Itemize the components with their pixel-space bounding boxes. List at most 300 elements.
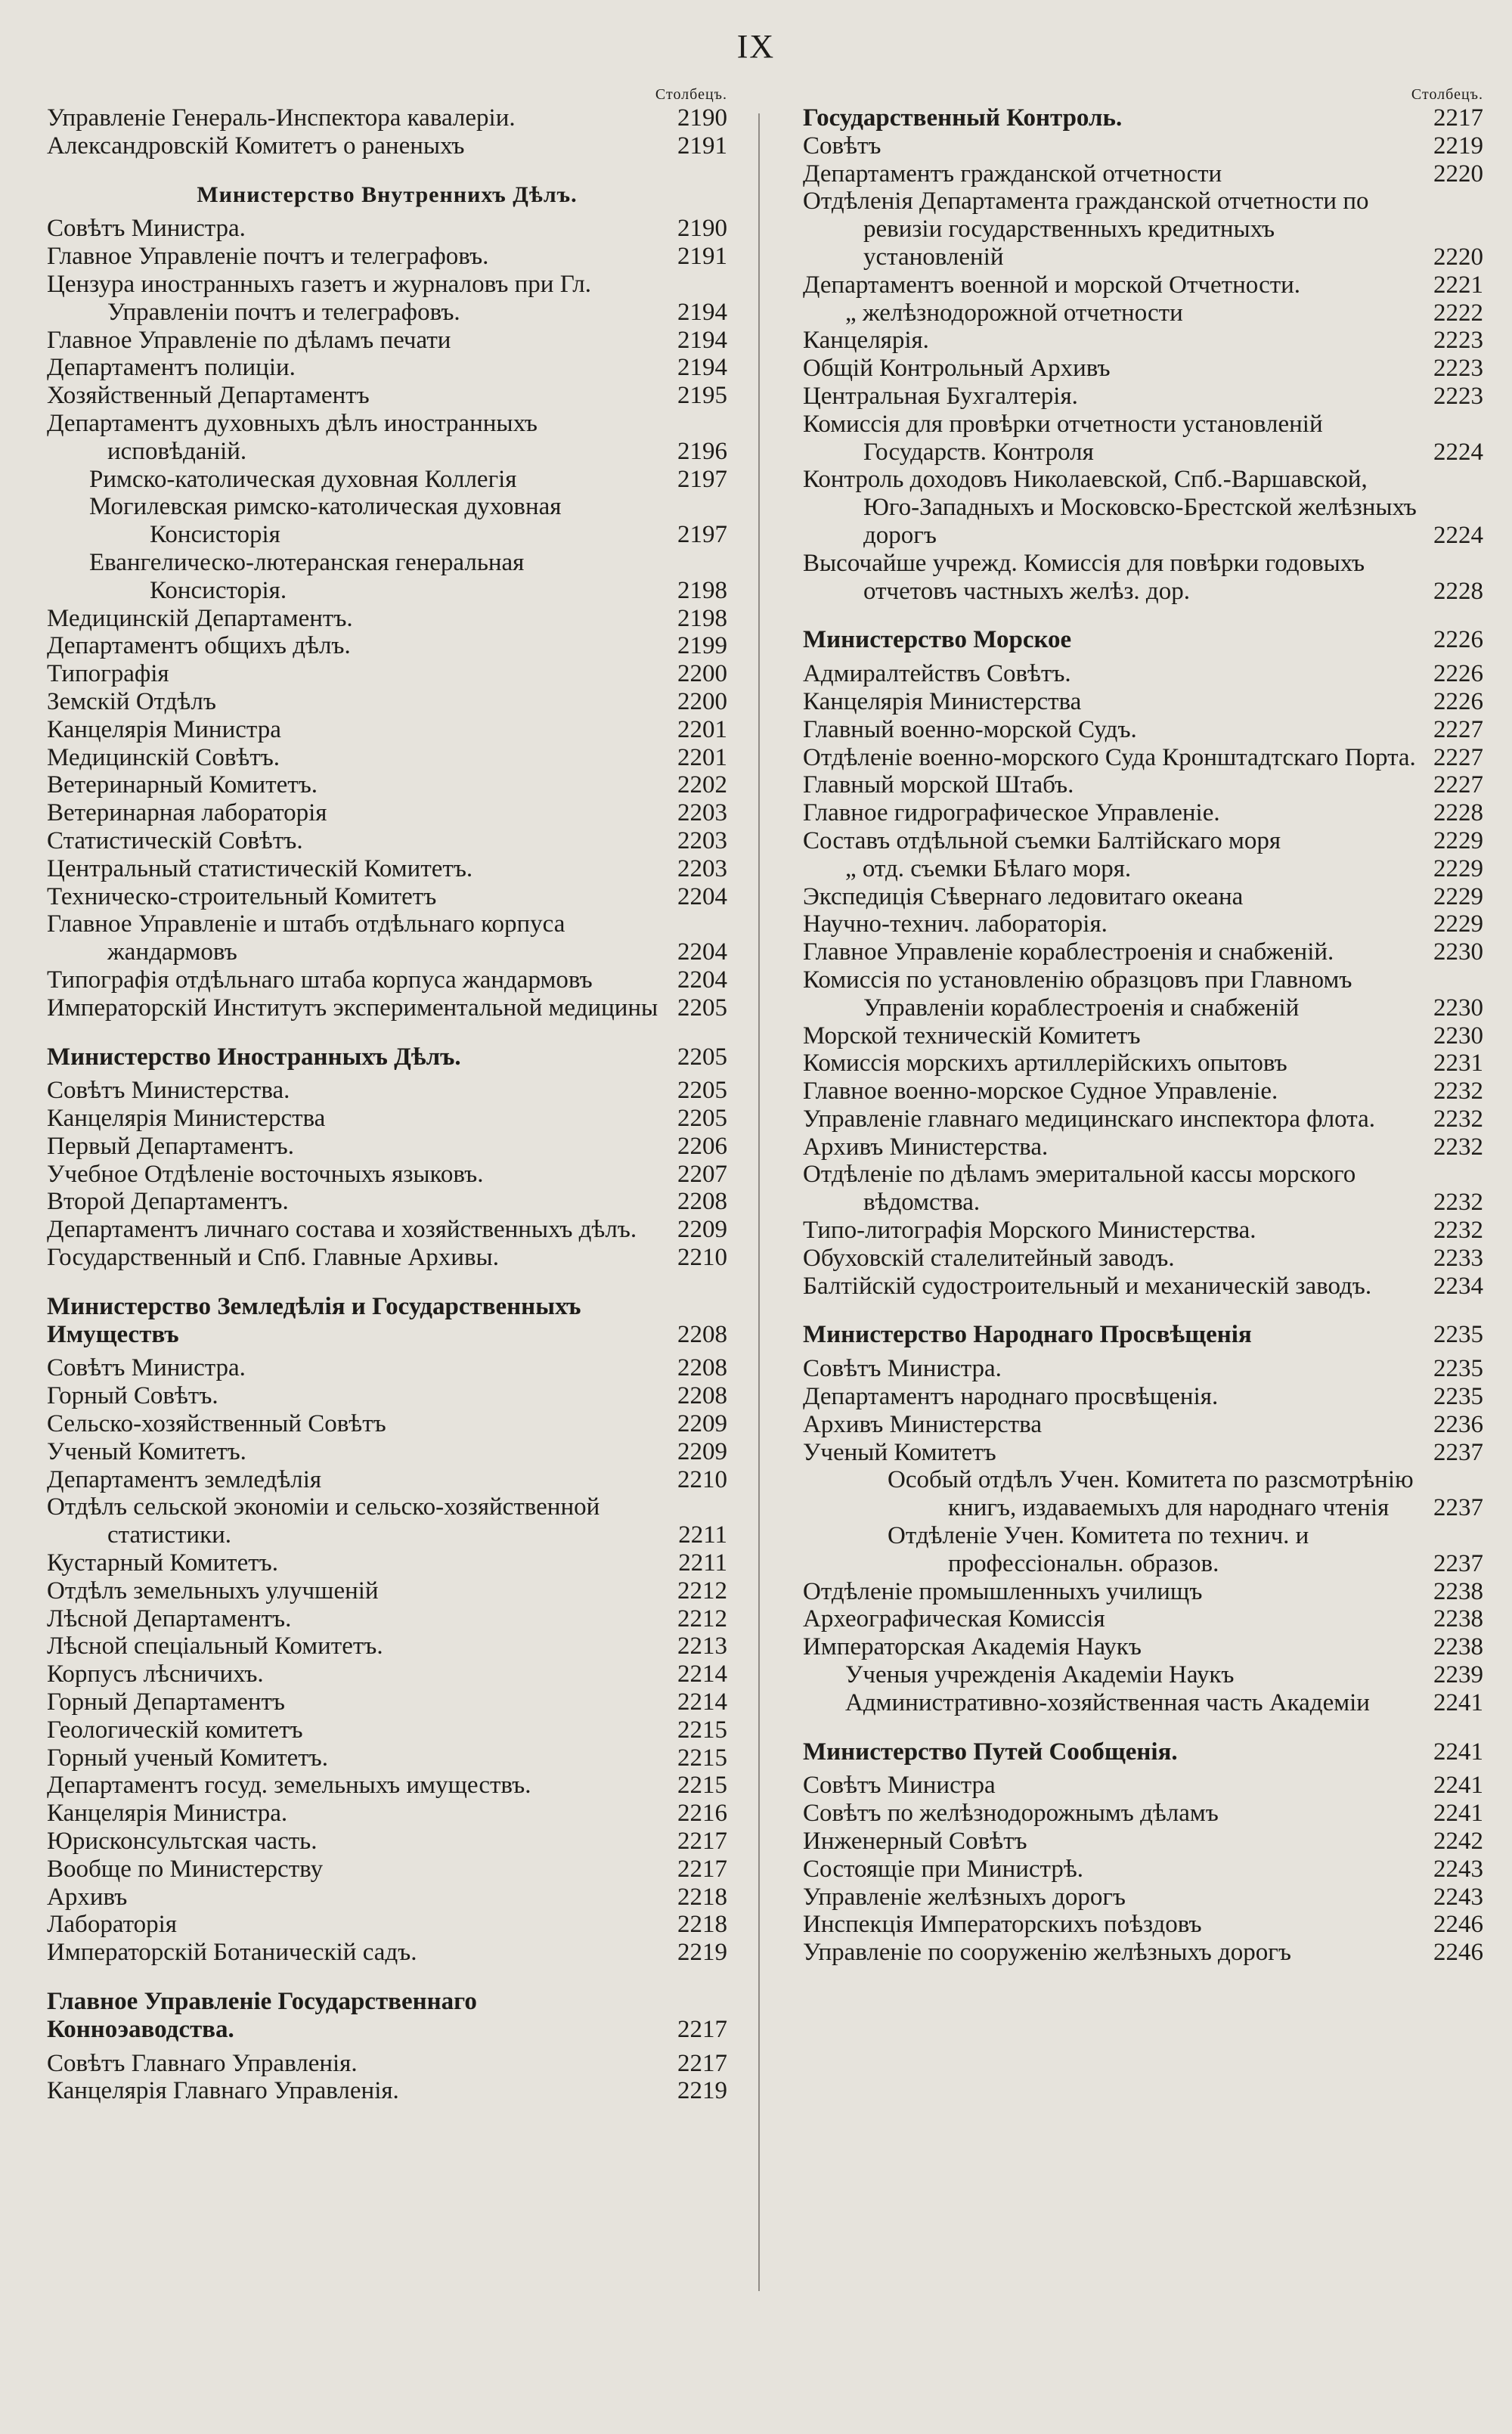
column-number: 2209 (677, 1216, 727, 1244)
entry-title: Комиссія морскихъ артиллерійскихъ опытовъ (803, 1050, 1287, 1077)
toc-entry (803, 1439, 1483, 1467)
column-number: 2209 (677, 1410, 727, 1438)
entry-title: Экспедиція Сѣвернаго ледовитаго океана (803, 882, 1244, 910)
column-number: 2223 (1433, 327, 1483, 355)
entry-title: Горный Совѣтъ. (47, 1382, 218, 1410)
column-number: 2215 (677, 1772, 727, 1800)
column-number: 2232 (1433, 1077, 1483, 1105)
entry-title: Первый Департаментъ. (47, 1132, 294, 1160)
entry-title: Совѣтъ Министерства. (47, 1077, 290, 1105)
toc-entry (803, 771, 1483, 799)
entry-title: Научно-технич. лабораторія. (803, 910, 1108, 938)
column-number: 2243 (1433, 1855, 1483, 1883)
toc-entry (47, 1410, 727, 1438)
column-number: 2203 (677, 799, 727, 827)
toc-entry (47, 994, 727, 1022)
toc-entry (47, 799, 727, 827)
entry-title: Могилевская римско-католическая духовная Консисторія (89, 493, 562, 549)
entry-title: Канцелярія Главнаго Управленія. (47, 2077, 399, 2105)
entry-title: Министерство Иностранныхъ Дѣлъ. (47, 1043, 461, 1071)
entry-title: Совѣтъ Министра (803, 1772, 996, 1800)
toc-entry (47, 549, 727, 605)
column-number: 2212 (677, 1577, 727, 1605)
column-number: 2232 (1433, 1105, 1483, 1133)
toc-entry (803, 383, 1483, 411)
section-heading (47, 1043, 727, 1071)
entry-title: Ученый Комитетъ (803, 1438, 996, 1466)
column-number: 2200 (677, 687, 727, 715)
column-number: 2219 (1433, 132, 1483, 160)
column-number: 2215 (677, 1744, 727, 1772)
entry-title: Медицинскій Департаментъ. (47, 604, 353, 632)
entry-title: Хозяйственный Департаментъ (47, 382, 370, 410)
entry-title: Управленіе Генераль-Инспектора кавалеріи. (47, 104, 516, 132)
entry-title: Отдѣленіе по дѣламъ эмеритальной кассы морского вѣдомства. (803, 1161, 1356, 1217)
column-number: 2235 (1433, 1321, 1483, 1349)
toc-entry (47, 132, 727, 160)
toc-entry (47, 1244, 727, 1272)
column-number: 2230 (1433, 1022, 1483, 1050)
toc-entry (803, 827, 1483, 855)
column-number: 2233 (1433, 1244, 1483, 1272)
toc-entry (47, 660, 727, 688)
section-heading (47, 1293, 727, 1349)
toc-entry (803, 104, 1483, 132)
column-number: 2211 (678, 1521, 727, 1549)
column-number: 2219 (677, 2077, 727, 2105)
toc-entry (47, 271, 727, 327)
column-number: 2201 (677, 743, 727, 771)
toc-entry (803, 716, 1483, 744)
entry-title: Геологическій комитетъ (47, 1716, 303, 1744)
column-number: 2197 (677, 465, 727, 493)
toc-entry (803, 355, 1483, 383)
entry-title: Департаментъ духовныхъ дѣлъ иностранныхъ исповѣданій. (47, 409, 538, 465)
entry-title: Министерство Морское (803, 626, 1072, 654)
entry-title: Совѣтъ Министра. (803, 1355, 1002, 1383)
toc-entry (803, 271, 1483, 299)
toc-entry (803, 744, 1483, 772)
entry-title: Департаментъ народнаго просвѣщенія. (803, 1383, 1219, 1411)
toc-entry (803, 1689, 1483, 1717)
column-number: 2205 (677, 1043, 727, 1071)
toc-entry (47, 855, 727, 883)
toc-entry (803, 299, 1483, 327)
column-number: 2232 (1433, 1189, 1483, 1217)
column-number: 2212 (677, 1605, 727, 1632)
entry-title: Ученыя учрежденія Академіи Наукъ (845, 1661, 1235, 1689)
toc-entry (803, 1022, 1483, 1050)
toc-entry (47, 2077, 727, 2105)
entry-title: „ желѣзнодорожной отчетности (845, 299, 1183, 327)
entry-title: Канцелярія Министерства (803, 687, 1082, 715)
toc-entry (803, 660, 1483, 688)
column-number: 2210 (677, 1244, 727, 1272)
toc-entry (47, 1105, 727, 1133)
toc-entry (47, 1716, 727, 1744)
entry-title: Медицинскій Совѣтъ. (47, 743, 280, 771)
column-number: 2238 (1433, 1633, 1483, 1661)
toc-entry (803, 1077, 1483, 1105)
column-number: 2237 (1433, 1549, 1483, 1577)
column-number: 2241 (1433, 1772, 1483, 1800)
column-number: 2229 (1433, 910, 1483, 938)
column-divider (758, 113, 760, 2291)
column-number: 2194 (677, 354, 727, 382)
entry-title: Цензура иностранныхъ газетъ и журналовъ при Гл. Управленіи почтъ и телеграфовъ. (47, 270, 592, 326)
entry-title: Департаментъ личнаго состава и хозяйственныхъ дѣлъ. (47, 1216, 637, 1244)
entry-title: Статистическій Совѣтъ. (47, 826, 303, 854)
entry-title: Совѣтъ Министра. (47, 1354, 246, 1382)
toc-entry (47, 327, 727, 355)
column-number: 2234 (1433, 1272, 1483, 1300)
toc-entry (47, 493, 727, 549)
toc-entry (803, 1245, 1483, 1273)
toc-entry (47, 688, 727, 716)
entry-title: Главное Управленіе кораблестроенія и снабженій. (803, 938, 1334, 966)
toc-entry (803, 1800, 1483, 1828)
entry-title: Совѣтъ по желѣзнодорожнымъ дѣламъ (803, 1800, 1219, 1828)
entry-title: Лабораторія (47, 1911, 177, 1939)
entry-title: Главное военно-морское Судное Управленіе. (803, 1077, 1278, 1105)
column-number: 2238 (1433, 1577, 1483, 1605)
column-number: 2195 (677, 382, 727, 410)
column-header: Столбецъ. (1411, 86, 1483, 103)
toc-entry (47, 1133, 727, 1161)
column-number: 2239 (1433, 1661, 1483, 1689)
toc-entry (47, 771, 727, 799)
entry-title: Горный Департаментъ (47, 1688, 285, 1716)
column-number: 2217 (1433, 104, 1483, 132)
entry-title: Типографія отдѣльнаго штаба корпуса жандармовъ (47, 966, 593, 994)
toc-entry (803, 1522, 1483, 1578)
toc-entry (803, 1217, 1483, 1245)
entry-title: Сельско-хозяйственный Совѣтъ (47, 1410, 386, 1438)
entry-title: Археографическая Комиссія (803, 1605, 1105, 1633)
entry-title: Министерство Земледѣлія и Государственныхъ Имуществъ (47, 1292, 581, 1348)
entry-title: Архивъ (47, 1883, 128, 1911)
column-number: 2205 (677, 1077, 727, 1105)
entry-title: Корпусъ лѣсничихъ. (47, 1660, 264, 1688)
toc-entry (803, 966, 1483, 1022)
entry-title: Главный морской Штабъ. (803, 771, 1074, 799)
section-heading: Министерство Внутреннихъ Дѣлъ. (197, 181, 578, 207)
column-number: 2242 (1433, 1828, 1483, 1856)
entry-title: Состоящіе при Министрѣ. (803, 1855, 1084, 1883)
toc-entry (803, 327, 1483, 355)
toc-entry (803, 132, 1483, 160)
column-number: 2207 (677, 1160, 727, 1188)
column-number: 2235 (1433, 1383, 1483, 1411)
toc-entry (803, 550, 1483, 606)
toc-entry (47, 1744, 727, 1772)
column-number: 2199 (677, 632, 727, 660)
entry-title: Отдѣленія Департамента гражданской отчетности по ревизіи государственныхъ кредитныхъ установленій (803, 188, 1369, 271)
column-number: 2208 (677, 1354, 727, 1382)
toc-entry (803, 1884, 1483, 1912)
page-number: IX (736, 28, 776, 65)
section-heading (803, 1321, 1483, 1349)
entry-title: Управленіе по сооруженію желѣзныхъ дорогъ (803, 1939, 1291, 1967)
entry-title: Департаментъ военной и морской Отчетности. (803, 271, 1301, 299)
toc-entry (47, 1632, 727, 1660)
column-number: 2232 (1433, 1133, 1483, 1161)
entry-title: Центральный статистическій Комитетъ. (47, 854, 473, 882)
column-number: 2190 (677, 104, 727, 132)
toc-entry (47, 243, 727, 271)
column-number: 2235 (1433, 1355, 1483, 1383)
entry-title: Римско-католическая духовная Коллегія (89, 465, 517, 493)
entry-title: „ отд. съемки Бѣлаго моря. (845, 854, 1132, 882)
entry-title: Главное Управленіе почтъ и телеграфовъ. (47, 243, 489, 271)
entry-title: Общій Контрольный Архивъ (803, 355, 1111, 383)
section-heading (803, 626, 1483, 654)
column-number: 2229 (1433, 882, 1483, 910)
toc-entry (47, 827, 727, 855)
entry-title: Высочайше учрежд. Комиссія для повѣрки годовыхъ отчетовъ частныхъ желѣз. дор. (803, 549, 1365, 605)
column-number: 2216 (677, 1800, 727, 1828)
entry-title: Ветеринарный Комитетъ. (47, 771, 318, 799)
entry-title: Второй Департаментъ. (47, 1188, 289, 1216)
entry-title: Центральная Бухгалтерія. (803, 382, 1078, 410)
toc-entry (47, 716, 727, 744)
entry-title: Совѣтъ Главнаго Управленія. (47, 2049, 358, 2077)
column-number: 2237 (1433, 1494, 1483, 1522)
toc-entry (803, 1578, 1483, 1606)
toc-entry (47, 466, 727, 494)
entry-title: Морской техническій Комитетъ (803, 1022, 1141, 1050)
column-number: 2228 (1433, 799, 1483, 827)
entry-title: Контроль доходовъ Николаевской, Спб.-Варшавской, Юго-Западныхъ и Московско-Брестской желѣзныхъ дорогъ (803, 466, 1417, 549)
toc-entry (47, 966, 727, 994)
entry-title: Отдѣленіе военно-морского Суда Кронштадтскаго Порта. (803, 743, 1416, 771)
entry-title: Управленіе желѣзныхъ дорогъ (803, 1883, 1126, 1911)
entry-title: Кустарный Комитетъ. (47, 1549, 278, 1577)
entry-title: Балтійскій судостроительный и механическій заводъ. (803, 1272, 1372, 1300)
entry-title: Главный военно-морской Судъ. (803, 715, 1137, 743)
entry-title: Императорская Академія Наукъ (803, 1633, 1142, 1661)
column-number: 2241 (1433, 1688, 1483, 1716)
entry-title: Главное Управленіе Государственнаго Конноэаводства. (47, 1988, 477, 2043)
entry-title: Министерство Путей Сообщенія. (803, 1738, 1178, 1766)
entry-title: Архивъ Министерства. (803, 1133, 1049, 1161)
column-number: 2219 (677, 1939, 727, 1967)
entry-title: Департаментъ гражданской отчетности (803, 160, 1222, 188)
column-number: 2198 (677, 576, 727, 604)
column-number: 2203 (677, 826, 727, 854)
entry-title: Отдѣленіе промышленныхъ училищъ (803, 1577, 1203, 1605)
entry-title: Департаментъ полиціи. (47, 354, 296, 382)
entry-title: Составъ отдѣльной съемки Балтійскаго моря (803, 826, 1281, 854)
toc-entry (47, 632, 727, 660)
toc-entry (803, 1661, 1483, 1689)
toc-entry (47, 605, 727, 633)
column-number: 2221 (1433, 271, 1483, 299)
entry-title: Комиссія по установленію образцовъ при Главномъ Управленіи кораблестроенія и снабженій (803, 966, 1352, 1022)
toc-entry (803, 1633, 1483, 1661)
column-number: 2241 (1433, 1800, 1483, 1828)
entry-title: Канцелярія Министерства (47, 1105, 326, 1133)
section-heading (47, 1988, 727, 2044)
column-number: 2222 (1433, 299, 1483, 327)
entry-title: Особый отдѣлъ Учен. Комитета по разсмотрѣнію книгъ, издаваемыхъ для народнаго чтенія (888, 1466, 1414, 1522)
column-number: 2230 (1433, 994, 1483, 1022)
column-number: 2208 (677, 1320, 727, 1348)
entry-title: Главное Управленіе и штабъ отдѣльнаго корпуса жандармовъ (47, 910, 565, 966)
entry-title: Инспекція Императорскихъ поѣздовъ (803, 1911, 1202, 1939)
column-number: 2217 (677, 1828, 727, 1856)
column-number: 2217 (677, 2015, 727, 2043)
right-column (803, 85, 1483, 1967)
column-number: 2226 (1433, 626, 1483, 654)
toc-entry (47, 1828, 727, 1856)
column-number: 2217 (677, 2049, 727, 2077)
toc-entry (47, 744, 727, 772)
column-number: 2204 (677, 938, 727, 966)
toc-entry (803, 1050, 1483, 1077)
column-number: 2214 (677, 1688, 727, 1716)
column-number: 2211 (678, 1549, 727, 1577)
column-number: 2227 (1433, 715, 1483, 743)
entry-title: Министерство Народнаго Просвѣщенія (803, 1321, 1252, 1349)
column-number: 2226 (1433, 687, 1483, 715)
column-number: 2191 (677, 243, 727, 271)
entry-title: Александровскій Комитетъ о раненыхъ (47, 132, 465, 160)
column-number: 2210 (677, 1465, 727, 1493)
column-number: 2208 (677, 1382, 727, 1410)
entry-title: Канцелярія. (803, 327, 929, 355)
column-number: 2236 (1433, 1410, 1483, 1438)
column-number: 2246 (1433, 1939, 1483, 1967)
toc-entry (803, 1856, 1483, 1884)
column-number: 2229 (1433, 826, 1483, 854)
toc-entry (47, 1911, 727, 1939)
column-number: 2190 (677, 215, 727, 243)
column-number: 2205 (677, 1105, 727, 1133)
toc-entry (47, 910, 727, 966)
entry-title: Государственный и Спб. Главные Архивы. (47, 1244, 499, 1272)
toc-entry (47, 1884, 727, 1912)
entry-title: Ученый Комитетъ. (47, 1437, 246, 1465)
entry-title: Юрисконсультская часть. (47, 1828, 318, 1856)
column-number: 2217 (677, 1855, 727, 1883)
entry-title: Отдѣлъ земельныхъ улучшеній (47, 1577, 379, 1605)
column-number: 2237 (1433, 1438, 1483, 1466)
column-number: 2220 (1433, 243, 1483, 271)
entry-title: Департаментъ земледѣлія (47, 1465, 322, 1493)
column-number: 2201 (677, 715, 727, 743)
column-number: 2246 (1433, 1911, 1483, 1939)
column-number: 2226 (1433, 660, 1483, 688)
toc-entry (803, 1411, 1483, 1439)
left-column (47, 85, 727, 2105)
toc-entry (803, 1133, 1483, 1161)
entry-title: Земскій Отдѣлъ (47, 687, 216, 715)
toc-entry (47, 1856, 727, 1884)
column-number: 2218 (677, 1883, 727, 1911)
toc-entry (47, 883, 727, 911)
column-number: 2208 (677, 1188, 727, 1216)
toc-entry (47, 104, 727, 132)
column-number: 2213 (677, 1632, 727, 1660)
entry-title: Государственный Контроль. (803, 104, 1123, 132)
toc-entry (803, 1772, 1483, 1800)
entry-title: Императорскій Институтъ экспериментальной медицины (47, 994, 658, 1022)
column-number: 2214 (677, 1660, 727, 1688)
entry-title: Управленіе главнаго медицинскаго инспектора флота. (803, 1105, 1375, 1133)
toc-entry (803, 411, 1483, 467)
toc-entry (803, 799, 1483, 827)
toc-entry (803, 1105, 1483, 1133)
toc-entry (47, 354, 727, 382)
column-number: 2220 (1433, 160, 1483, 188)
toc-entry (47, 1161, 727, 1189)
entry-title: Типо-литографія Морского Министерства. (803, 1217, 1256, 1245)
toc-entry (803, 1939, 1483, 1967)
column-number: 2196 (677, 437, 727, 465)
entry-title: Департаментъ госуд. земельныхъ имуществъ. (47, 1772, 531, 1800)
toc-entry (47, 1605, 727, 1633)
toc-entry (47, 1188, 727, 1216)
toc-entry (47, 1077, 727, 1105)
entry-title: Типографія (47, 660, 169, 688)
column-number: 2198 (677, 604, 727, 632)
entry-title: Совѣтъ (803, 132, 881, 160)
toc-entry (803, 188, 1483, 271)
toc-entry (803, 466, 1483, 549)
entry-title: Канцелярія Министра. (47, 1800, 288, 1828)
entry-title: Главное Управленіе по дѣламъ печати (47, 326, 451, 354)
toc-entry (47, 1354, 727, 1382)
column-number: 2200 (677, 660, 727, 688)
entry-title: Лѣсной спеціальный Комитетъ. (47, 1632, 383, 1660)
toc-entry (47, 410, 727, 466)
entry-title: Архивъ Министерства (803, 1410, 1042, 1438)
toc-entry (803, 1828, 1483, 1856)
column-number: 2238 (1433, 1605, 1483, 1633)
toc-entry (47, 1939, 727, 1967)
toc-entry (803, 855, 1483, 883)
column-number: 2205 (677, 994, 727, 1022)
entry-title: Отдѣлъ сельской экономіи и сельско-хозяйственной статистики. (47, 1493, 600, 1549)
column-number: 2215 (677, 1716, 727, 1744)
entry-title: Адмиралтействъ Совѣтъ. (803, 660, 1071, 688)
toc-entry (47, 1438, 727, 1466)
column-number: 2243 (1433, 1883, 1483, 1911)
column-number: 2209 (677, 1437, 727, 1465)
entry-title: Лѣсной Департаментъ. (47, 1605, 292, 1632)
entry-title: Административно-хозяйственная часть Академіи (845, 1688, 1370, 1716)
entry-title: Вообще по Министерству (47, 1855, 324, 1883)
column-number: 2227 (1433, 743, 1483, 771)
toc-entry (47, 1660, 727, 1688)
toc-entry (803, 938, 1483, 966)
column-number: 2194 (677, 298, 727, 326)
toc-entry (47, 1772, 727, 1800)
column-number: 2223 (1433, 382, 1483, 410)
column-number: 2241 (1433, 1738, 1483, 1766)
column-number: 2228 (1433, 577, 1483, 605)
column-header: Столбецъ. (655, 86, 727, 103)
toc-entry (47, 2050, 727, 2078)
entry-title: Учебное Отдѣленіе восточныхъ языковъ. (47, 1160, 484, 1188)
column-number: 2223 (1433, 355, 1483, 383)
column-number: 2227 (1433, 771, 1483, 799)
column-number: 2197 (677, 521, 727, 549)
toc-entry (803, 1355, 1483, 1383)
entry-title: Горный ученый Комитетъ. (47, 1744, 328, 1772)
column-number: 2231 (1433, 1050, 1483, 1077)
